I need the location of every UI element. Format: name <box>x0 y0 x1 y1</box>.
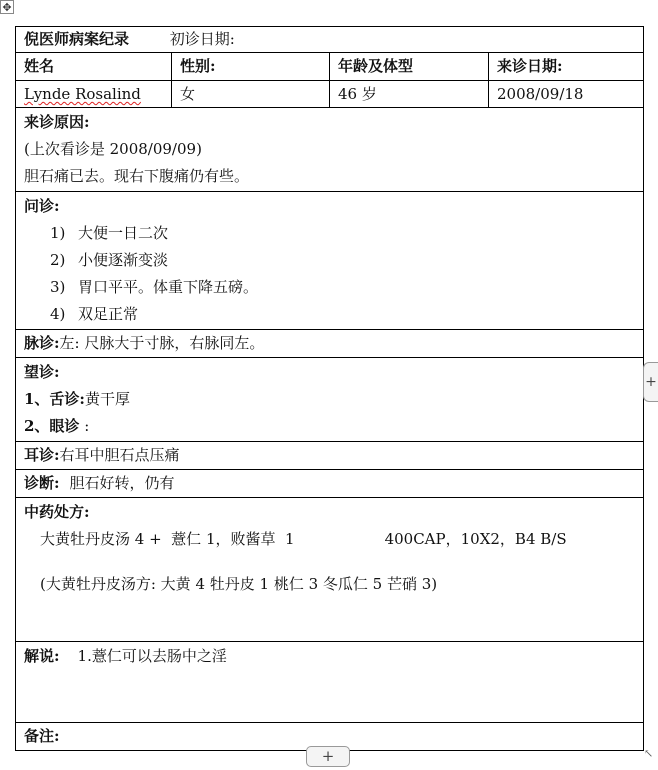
record-title: 倪医师病案纪录 <box>24 30 130 48</box>
notes-label: 备注: <box>24 727 60 745</box>
patient-name: Lynde Rosalind <box>24 85 141 103</box>
reason-line-1: (上次看诊是 2008/09/09) <box>24 140 202 158</box>
ear-text: 右耳中胆石点压痛 <box>59 446 180 464</box>
list-item: 3) 胃口平平。体重下降五磅。 <box>50 278 259 296</box>
header-age-build[interactable]: 年龄及体型 <box>330 53 489 81</box>
explanation-text: 1.薏仁可以去肠中之淫 <box>77 647 227 665</box>
patient-visit-date[interactable]: 2008/09/18 <box>489 81 644 108</box>
prescription-dosage: 400CAP，10X2，B4 B/S <box>384 530 567 548</box>
diagnosis-row <box>16 470 644 498</box>
observation-cell[interactable] <box>16 358 644 442</box>
observation-label: 望诊: <box>24 363 60 381</box>
diagnosis-label: 诊断: <box>24 474 60 492</box>
patient-age[interactable]: 46 岁 <box>330 81 489 108</box>
prescription-line-2: (大黄牡丹皮汤方: 大黄 4 牡丹皮 1 桃仁 3 冬瓜仁 5 芒硝 3) <box>40 575 438 593</box>
title-row <box>16 27 644 53</box>
inquiry-cell[interactable] <box>16 192 644 330</box>
inquiry-list <box>24 220 635 328</box>
prescription-label: 中药处方: <box>24 503 90 521</box>
header-row <box>16 53 644 81</box>
move-arrows-icon: ✥ <box>2 1 12 14</box>
first-visit-label: 初诊日期: <box>169 30 235 48</box>
ear-row <box>16 442 644 470</box>
pulse-text: 左: 尺脉大于寸脉，右脉同左。 <box>59 334 265 352</box>
prescription-cell[interactable] <box>16 498 644 642</box>
pulse-cell[interactable] <box>16 330 644 358</box>
eye-label: 2、眼诊 <box>24 417 80 435</box>
inquiry-label: 问诊: <box>24 197 60 215</box>
reason-label: 来诊原因: <box>24 113 90 131</box>
tongue-text: 黄干厚 <box>84 390 130 408</box>
plus-icon: + <box>321 747 335 765</box>
resize-corner-icon: ↖ <box>644 747 654 760</box>
explanation-row <box>16 642 644 723</box>
reason-row <box>16 108 644 192</box>
medical-record-table <box>15 26 644 751</box>
list-item: 1) 大便一日二次 <box>50 224 169 242</box>
header-visit-date[interactable]: 来诊日期: <box>489 53 644 81</box>
add-row-button[interactable] <box>306 746 350 767</box>
plus-icon: + <box>645 374 657 390</box>
inquiry-row <box>16 192 644 330</box>
add-column-button[interactable] <box>643 362 658 402</box>
observation-row <box>16 358 644 442</box>
list-item: 4) 双足正常 <box>50 305 139 323</box>
table-move-handle[interactable] <box>0 0 14 14</box>
eye-text: : <box>84 417 90 435</box>
prescription-formula: 大黄牡丹皮汤 4 + 薏仁 1，败酱草 1 <box>40 530 295 548</box>
tongue-label: 1、舌诊: <box>24 390 85 408</box>
pulse-label: 脉诊: <box>24 334 60 352</box>
ear-cell[interactable] <box>16 442 644 470</box>
prescription-row <box>16 498 644 642</box>
reason-line-2: 胆石痛已去。现右下腹痛仍有些。 <box>24 167 250 185</box>
header-gender[interactable]: 性别: <box>172 53 330 81</box>
patient-gender[interactable]: 女 <box>172 81 330 108</box>
patient-row <box>16 81 644 108</box>
patient-name-cell[interactable] <box>16 81 172 108</box>
header-name[interactable]: 姓名 <box>16 53 172 81</box>
prescription-line-1 <box>24 526 635 553</box>
diagnosis-cell[interactable] <box>16 470 644 498</box>
explanation-label: 解说: <box>24 647 60 665</box>
title-cell[interactable] <box>16 27 644 53</box>
diagnosis-text: 胆石好转，仍有 <box>69 474 175 492</box>
ear-label: 耳诊: <box>24 446 60 464</box>
pulse-row <box>16 330 644 358</box>
table-resize-handle[interactable] <box>644 748 656 760</box>
list-item: 2) 小便逐渐变淡 <box>50 251 169 269</box>
explanation-cell[interactable] <box>16 642 644 723</box>
reason-cell[interactable] <box>16 108 644 192</box>
